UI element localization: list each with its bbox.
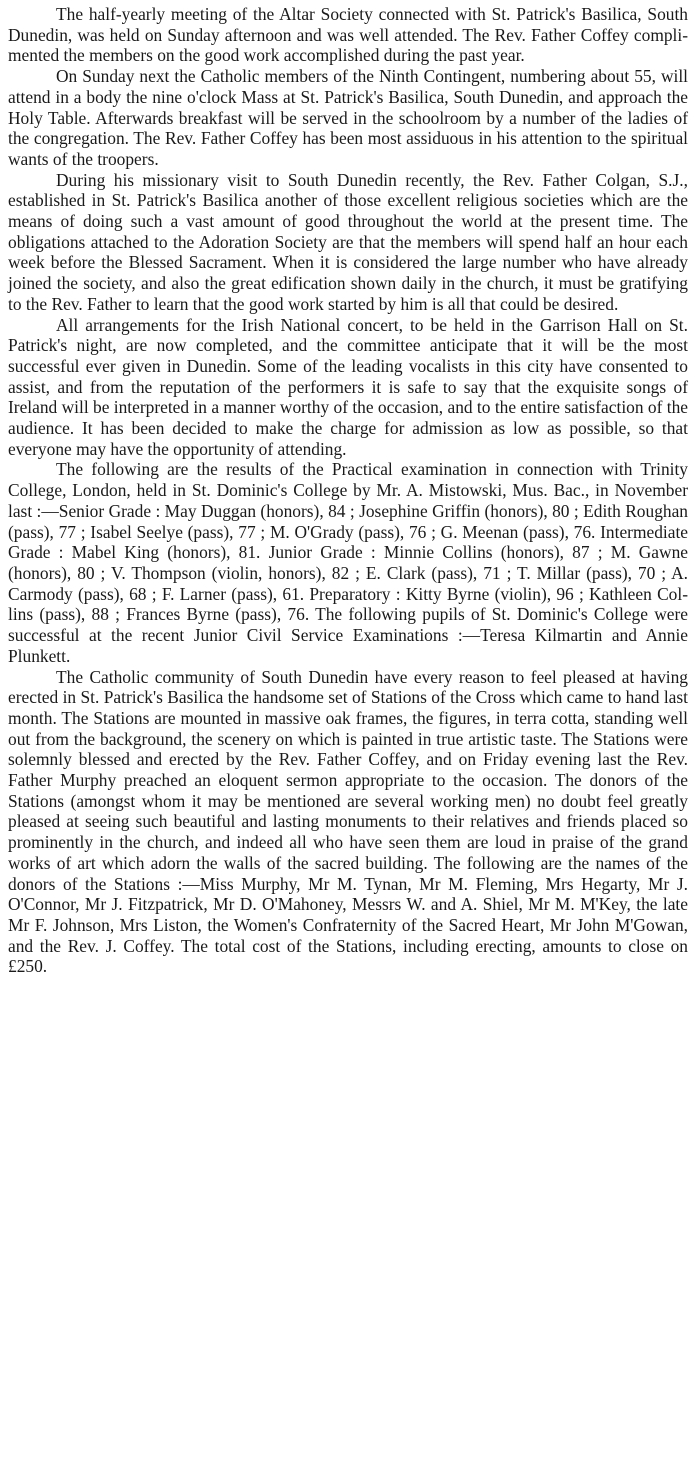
paragraph-ninth-contingent: On Sunday next the Catholic members of the Ninth Contingent, numbering about 55, will attend in a body the nine o'clock Mass at St. Patrick's Basilica, South Dunedin, and approach the Holy Table. Afterwards breakfast will be served in the schoolroom by a number of the ladies of the congregation. The Rev. Father Coffey has been most assiduous in his attention to the spiritual wants of the troopers. bbox=[8, 66, 688, 169]
paragraph-stations-of-the-cross: The Catholic community of South Dunedin have every reason to feel pleased at having erected in St. Patrick's Basilica the handsome set of Stations of the Cross which came to hand last month. The Stations are mounted in massive oak frames, the figures, in terra cotta, standing well out from the background, the scenery on which is painted in true artistic taste. The Stations were solemnly blessed and erected by the Rev. Father Coffey, and on Friday evening last the Rev. Father Murphy preached an eloquent sermon appropriate to the occasion. The donors of the Stations (amongst whom it may be mentioned are several working men) no doubt feel greatly pleased at seeing such beautiful and lasting monuments to their relatives and friends placed so prominently in the church, and indeed all who have seen them are loud in praise of the grand works of art which adorn the walls of the sacred building. The following are the names of the donors of the Stations :—Miss Murphy, Mr M. Tynan, Mr M. Fleming, Mrs Hegarty, Mr J. O'Connor, Mr J. Fitzpatrick, Mr D. O'Mahoney, Messrs W. and A. Shiel, Mr M. M'Key, the late Mr F. Johnson, Mrs Liston, the Women's Confraternity of the Sacred Heart, Mr John M'Gowan, and the Rev. J. Coffey. The total cost of the Stations, including erecting, amounts to close on £250. bbox=[8, 666, 688, 977]
paragraph-adoration-society: During his missionary visit to South Dunedin recently, the Rev. Father Colgan, S.J., established in St. Patrick's Basilica another of those excellent religious societies which are the means of doing such a vast amount of good throughout the world at the present time. The obligations attached to the Adoration Society are that the members will spend half an hour each week before the Blessed Sacrament. When it is considered the large number who have already joined the society, and also the great edification shown daily in the church, it must be gratifying to the Rev. Father to learn that the good work started by him is all that could be desired. bbox=[8, 169, 688, 314]
paragraph-exam-results: The following are the results of the Practical examination in connection with Trinity College, London, held in St. Dominic's College by Mr. A. Mistowski, Mus. Bac., in November last :—Senior Grade : May Duggan (honors), 84 ; Josephine Griffin (honors), 80 ; Edith Roughan (pass), 77 ; Isabel Seelye (pass), 77 ; M. O'Grady (pass), 76 ; G. Meenan (pass), 76. Intermediate Grade : Mabel King (honors), 81. Junior Grade : Minnie Collins (honors), 87 ; M. Gawne (honors), 80 ; V. Thompson (violin, honors), 82 ; E. Clark (pass), 71 ; T. Millar (pass), 70 ; A. Carmody (pass), 68 ; F. Larner (pass), 61. Preparatory : Kitty Byrne (violin), 96 ; Kathleen Collins (pass), 88 ; Frances Byrne (pass), 76. The following pupils of St. Dominic's College were successful at the recent Junior Civil Service Examinations :—Teresa Kilmartin and Annie Plunkett. bbox=[8, 459, 688, 666]
paragraph-irish-concert: All arrangements for the Irish National concert, to be held in the Garrison Hall on St. Patrick's night, are now completed, and the committee anticipate that it will be the most successful ever given in Dunedin. Some of the leading vocalists in this city have consented to assist, and from the reputation of the performers it is safe to say that the exquisite songs of Ireland will be interpreted in a manner worthy of the occasion, and to the entire satisfaction of the audience. It has been decided to make the charge for admission as low as possible, so that everyone may have the opportunity of attending. bbox=[8, 314, 688, 459]
paragraph-altar-society: The half-yearly meeting of the Altar Society connected with St. Patrick's Basilica, South Dunedin, was held on Sunday afternoon and was well attended. The Rev. Father Coffey complimented the members on the good work accomplished during the past year. bbox=[8, 4, 688, 66]
